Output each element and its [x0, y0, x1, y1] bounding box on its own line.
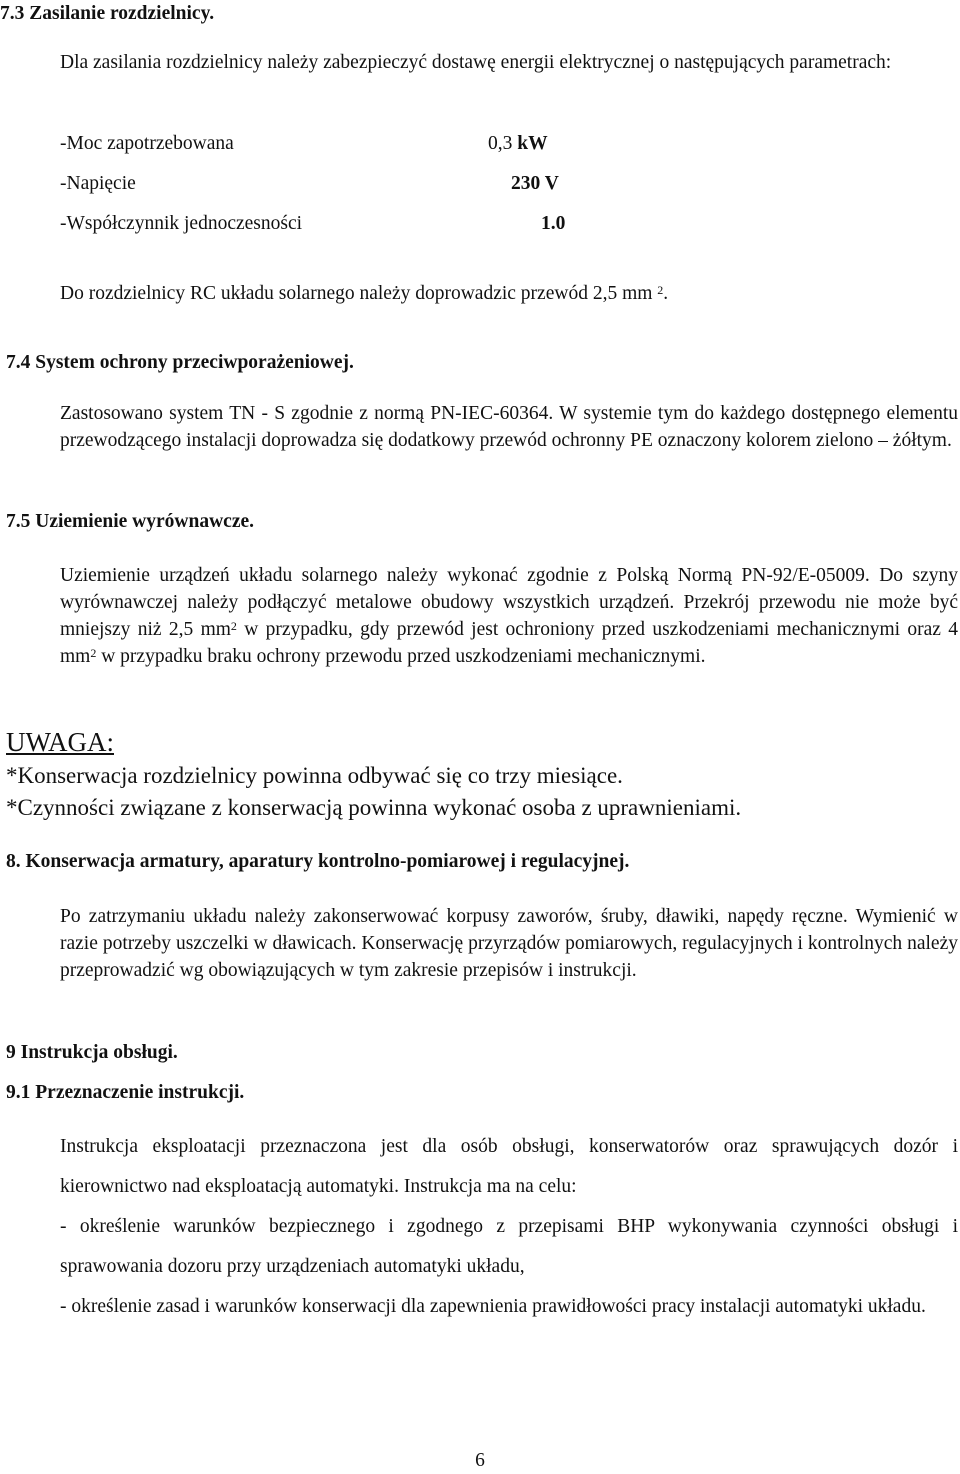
param-label: -Współczynnik jednoczesności [60, 213, 303, 234]
param-label: -Napięcie [60, 173, 136, 194]
warning-line-1: *Konserwacja rozdzielnicy powinna odbywać się co trzy miesiące. [6, 763, 623, 788]
section-7-3-intro: Dla zasilania rozdzielnicy należy zabezpieczyć dostawę energii elektrycznej o następujących parametrach: [60, 52, 892, 73]
section-9-1-text: Instrukcja eksploatacji przeznaczona jest dla osób obsługi, konserwatorów oraz sprawujących dozór i kierownictwo nad eksploatacją automatyki. Instrukcja ma na celu: [60, 1136, 958, 1197]
warning-title: UWAGA: [6, 727, 114, 757]
section-9-1-heading: 9.1 Przeznaczenie instrukcji. [6, 1082, 245, 1103]
section-7-4-heading: 7.4 System ochrony przeciwporażeniowej. [6, 352, 354, 373]
cable-requirement: Do rozdzielnicy RC układu solarnego należy doprowadzic przewód 2,5 mm $^2$. [60, 283, 669, 304]
param-value: 1.0 [541, 213, 566, 234]
param-label: -Moc zapotrzebowana [60, 133, 234, 154]
section-7-3-heading: 7.3 Zasilanie rozdzielnicy. [0, 3, 215, 24]
section-8-heading: 8. Konserwacja armatury, aparatury kontrolno-pomiarowej i regulacyjnej. [6, 851, 630, 872]
section-8-text: Po zatrzymaniu układu należy zakonserwować korpusy zaworów, śruby, dławiki, napędy ręczne. Wymienić w razie potrzeby uszczelki w dławicach. Konserwację przyrządów pomiarowych, regulacyjnych i kontrolnych należy przeprowadzić wg obowiązujących w tym zakresie przepisów i instrukcji. [60, 906, 958, 981]
section-9-heading: 9 Instrukcja obsługi. [6, 1042, 178, 1063]
section-9-1-bullet-2: - określenie zasad i warunków konserwacji dla zapewnienia prawidłowości pracy instalacji automatyki układu. [60, 1296, 926, 1317]
param-value: 230 V [511, 173, 559, 194]
section-7-5-heading: 7.5 Uziemienie wyrównawcze. [6, 511, 255, 532]
page-number: 6 [475, 1450, 485, 1471]
warning-line-2: *Czynności związane z konserwacją powinna wykonać osoba z uprawnieniami. [6, 795, 742, 820]
section-9-1-bullet-1: - określenie warunków bezpiecznego i zgodnego z przepisami BHP wykonywania czynności obsługi i sprawowania dozoru przy urządzeniach automatyki układu, [60, 1216, 958, 1277]
section-7-5-text: Uziemienie urządzeń układu solarnego należy wykonać zgodnie z Polską Normą PN-92/E-05009. Do szyny wyrównawczej należy podłączyć metalowe obudowy wszystkich urządzeń. Przekrój przewodu nie może być mniejszy niż 2,5 $mm^2$ w przypadku, gdy przewód jest ochroniony przed uszkodzeniami mechanicznymi oraz 4 $mm^2$ w przypadku braku ochrony przewodu przed uszkodzeniami mechanicznymi. [60, 565, 958, 667]
param-value: 0,3 kW [488, 133, 548, 154]
section-7-4-text: Zastosowano system TN - S zgodnie z normą PN-IEC-60364. W systemie tym do każdego dostępnego elementu przewodzącego instalacji doprowadza się dodatkowy przewód ochronny PE oznaczony kolorem zielono – żółtym. [60, 403, 958, 451]
